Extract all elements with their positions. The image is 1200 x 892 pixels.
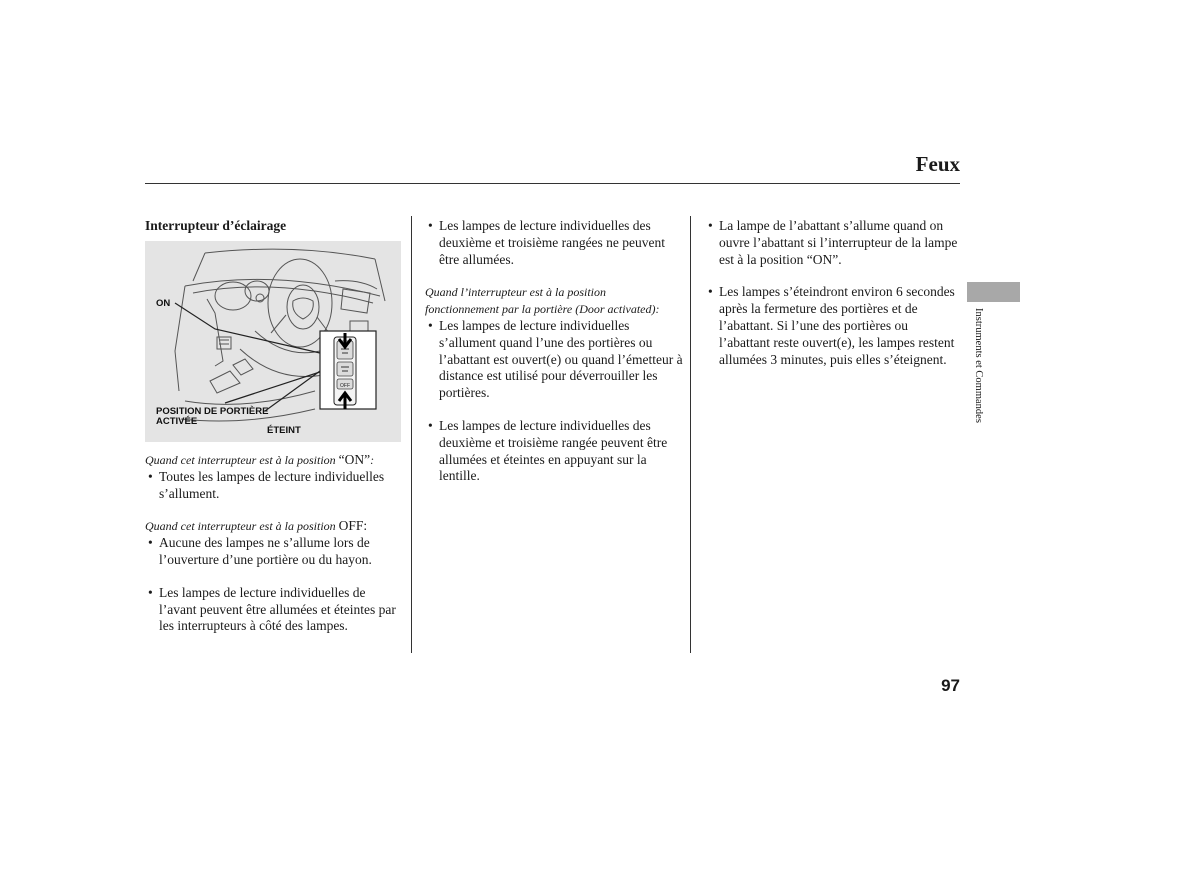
off-lead-word: OFF [338,518,364,534]
column-2-text [425,218,683,485]
callout-on: ON [156,298,171,309]
on-lead-colon: : [370,453,375,467]
page-title: Feux [915,152,960,176]
door-lead-line1: Quand l’interrupteur est à la position [425,285,606,300]
col2-bullet-3: • Les lampes de lecture individuelles des deuxième et troisième rangée peuvent être allumées et éteintes en appuyant sur la lentille. [425,418,683,485]
chapter-label: Instruments et Commandes [973,308,984,423]
door-lead-line2: fonctionnement par la portière (Door activated): [425,302,660,317]
on-bullet: • Toutes les lampes de lecture individuelles s’allument. [145,469,403,503]
chapter-tab [967,282,1020,302]
callout-off: ÉTEINT [267,425,301,436]
off-bullet-2: • Les lampes de lecture individuelles de l’avant peuvent être allumées et éteintes par les interrupteurs à côté des lampes. [145,585,403,635]
on-lead-text: Quand cet interrupteur est à la position [145,453,336,467]
callout-door-line2: ACTIVÉE [156,416,198,427]
page-number: 97 [941,676,960,695]
col3-bullet-2: • Les lampes s’éteindront environ 6 secondes après la fermeture des portières et de l’abattant. Si l’une des portières ou l’abattant reste ouvert(e), les lampes restent allumées 3 minutes, puis elles s’éteignent. [705,284,960,368]
col2-bullet-2: • Les lampes de lecture individuelles s’allument quand l’une des portières ou l’abattant est ouvert(e) ou quand l’émetteur à distance est utilisé pour déverrouiller les portières. [425,318,683,402]
dashboard-illustration [145,241,401,442]
off-lead-colon: : [363,518,368,534]
callout-door-line1: POSITION DE PORTIÈRE [156,406,269,417]
off-lead-text: Quand cet interrupteur est à la position [145,519,336,534]
column-1-text [145,452,403,635]
on-position-lead [145,452,403,469]
callout-door-activated [156,407,268,427]
col3-bullet-1: • La lampe de l’abattant s’allume quand on ouvre l’abattant si l’interrupteur de la lampe est à la position “ON”. [705,218,960,268]
switch-off-text: OFF [340,383,350,389]
col2-bullet-1: • Les lampes de lecture individuelles des deuxième et troisième rangées ne peuvent être allumées. [425,218,683,268]
column-divider-1 [411,216,412,653]
section-heading: Interrupteur d’éclairage [145,218,287,233]
on-lead-quote: “ON” [338,452,371,467]
off-bullet-1: • Aucune des lampes ne s’allume lors de l’ouverture d’une portière ou du hayon. [145,535,403,569]
off-position-lead [145,518,403,535]
title-rule [145,183,960,184]
column-divider-2 [690,216,691,653]
door-activated-lead [425,284,683,318]
column-3-text [705,218,960,368]
